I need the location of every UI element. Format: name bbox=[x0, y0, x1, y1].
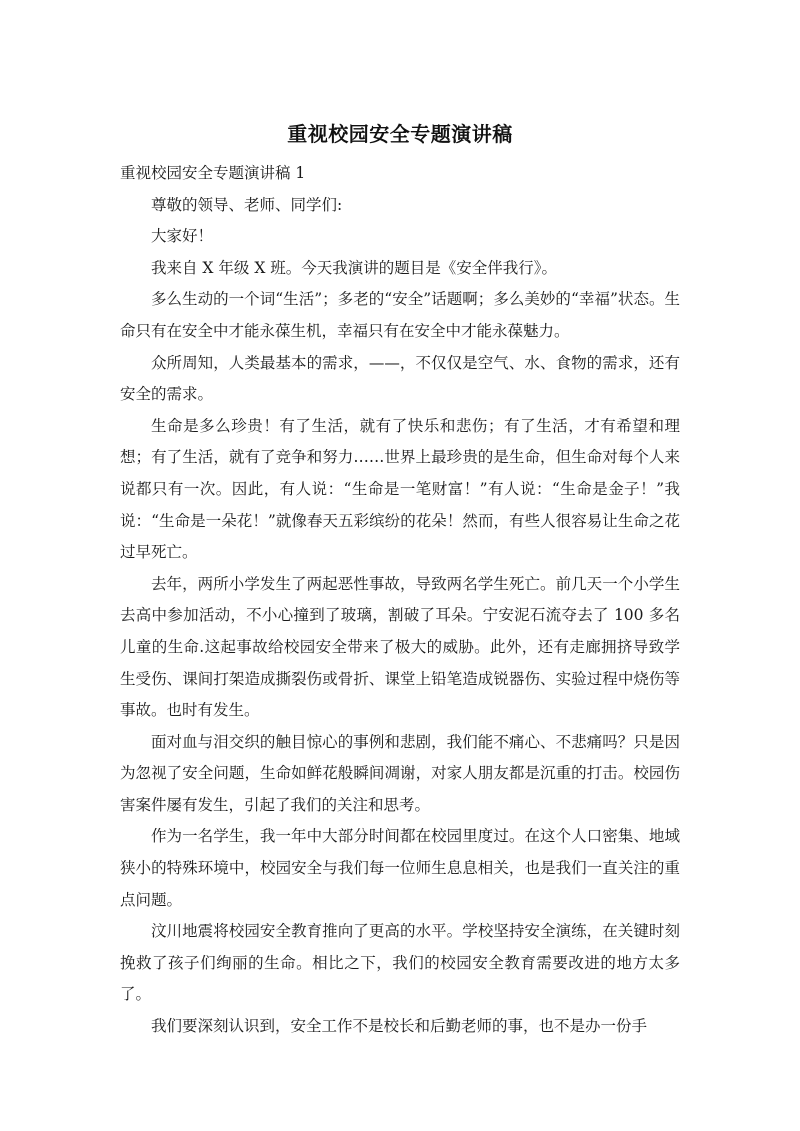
paragraph: 众所周知，人类最基本的需求，——，不仅仅是空气、水、食物的需求，还有安全的需求。 bbox=[120, 353, 680, 404]
paragraph: 尊敬的领导、老师、同学们: bbox=[151, 195, 343, 214]
section-heading: 重视校园安全专题演讲稿 1 bbox=[120, 164, 306, 182]
paragraph: 我来自 X 年级 X 班。今天我演讲的题目是《安全伴我行》。 bbox=[151, 258, 558, 277]
document-title: 重视校园安全专题演讲稿 bbox=[287, 122, 513, 146]
paragraph: 生命是多么珍贵！有了生活，就有了快乐和悲伤；有了生活，才有希望和理想；有了生活，就有了竞争和努力……世界上最珍贵的是生命，但生命对每个人来说都只有一次。因此，有人说：“生命是一笔财富！”有人说：“生命是金子！”我说：“生命是一朵花！”就像春天五彩缤纷的花朵！然而，有些人很容易让生命之花过早死亡。 bbox=[120, 416, 680, 562]
paragraph: 作为一名学生，我一年中大部分时间都在校园里度过。在这个人口密集、地域狭小的特殊环境中，校园安全与我们每一位师生息息相关，也是我们一直关注的重点问题。 bbox=[120, 827, 680, 909]
paragraph: 多么生动的一个词“生活”；多老的“安全”话题啊；多么美妙的“幸福”状态。生命只有在安全中才能永葆生机，幸福只有在安全中才能永葆魅力。 bbox=[120, 290, 680, 340]
paragraph: 汶川地震将校园安全教育推向了更高的水平。学校坚持安全演练，在关键时刻挽救了孩子们绚丽的生命。相比之下，我们的校园安全教育需要改进的地方太多了。 bbox=[120, 922, 680, 1004]
document-body bbox=[120, 158, 680, 1043]
paragraph: 我们要深刻认识到，安全工作不是校长和后勤老师的事，也不是办一份手 bbox=[151, 1017, 648, 1036]
paragraph: 面对血与泪交织的触目惊心的事例和悲剧，我们能不痛心、不悲痛吗？只是因为忽视了安全问题，生命如鲜花般瞬间凋谢，对家人朋友都是沉重的打击。校园伤害案件屡有发生，引起了我们的关注和思考。 bbox=[120, 732, 680, 814]
paragraph: 去年，两所小学发生了两起恶性事故，导致两名学生死亡。前几天一个小学生去高中参加活动，不小心撞到了玻璃，割破了耳朵。宁安泥石流夺去了 100 多名儿童的生命.这起事故给校园安全带来了极大的威胁。此外，还有走廊拥挤导致学生受伤、课间打架造成撕裂伤或骨折、课堂上铅笔造成锐器伤、实验过程中烧伤等事故。也时有发生。 bbox=[120, 574, 680, 720]
paragraph: 大家好！ bbox=[151, 227, 214, 246]
